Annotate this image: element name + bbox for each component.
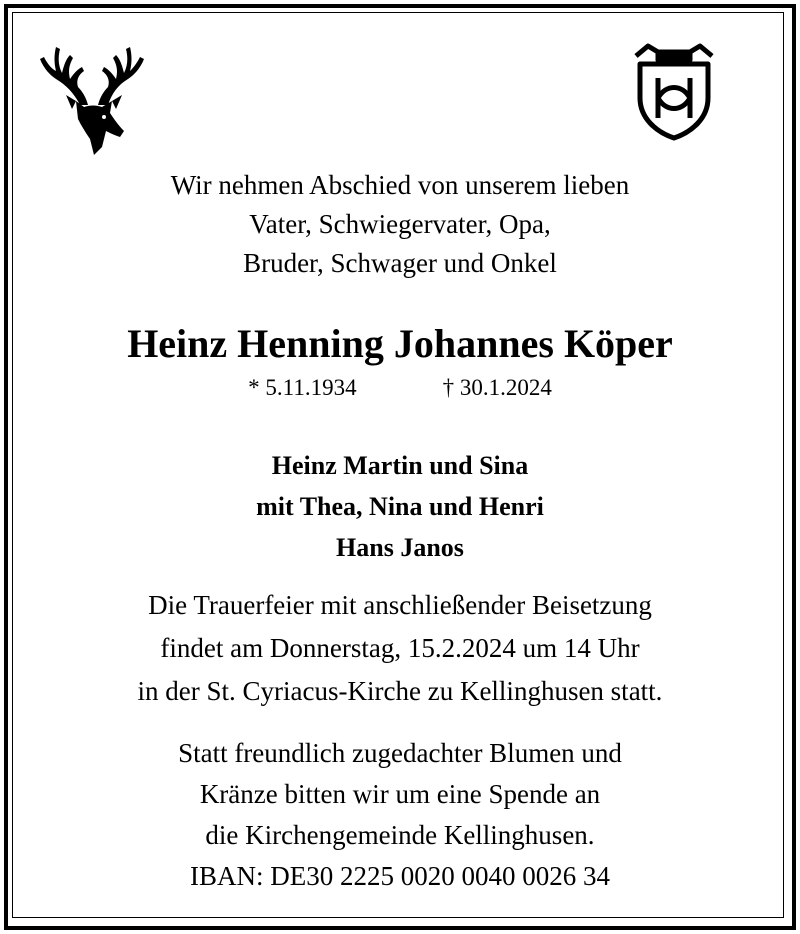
service-line-1: Die Trauerfeier mit anschließender Beisetzung [148, 590, 652, 620]
service-line-2: findet am Donnerstag, 15.2.2024 um 14 Uhr [160, 633, 640, 663]
intro-line-1: Wir nehmen Abschied von unserem lieben [170, 170, 630, 200]
service-line-3: in der St. Cyriacus-Kirche zu Kellinghusen statt. [137, 676, 663, 706]
coat-of-arms-icon [628, 38, 720, 142]
birth-date: * 5.11.1934 [248, 375, 357, 400]
deceased-name: Heinz Henning Johannes Köper [127, 321, 673, 366]
family-line-2: mit Thea, Nina und Henri [256, 492, 544, 521]
donation-line-1: Statt freundlich zugedachter Blumen und [178, 738, 622, 768]
donation-line-2: Kränze bitten wir um eine Spende an [199, 779, 601, 809]
family-line-3: Hans Janos [336, 533, 464, 562]
intro-line-2: Vater, Schwiegervater, Opa, [249, 209, 551, 239]
life-dates [0, 374, 800, 402]
iban: IBAN: DE30 2225 0020 0040 0026 34 [190, 861, 610, 891]
donation-line-3: die Kirchengemeinde Kellinghusen. [205, 820, 595, 850]
deer-head-icon [36, 35, 150, 157]
family-line-1: Heinz Martin und Sina [271, 451, 529, 480]
death-date: † 30.1.2024 [442, 375, 552, 400]
intro-line-3: Bruder, Schwager und Onkel [243, 248, 557, 278]
